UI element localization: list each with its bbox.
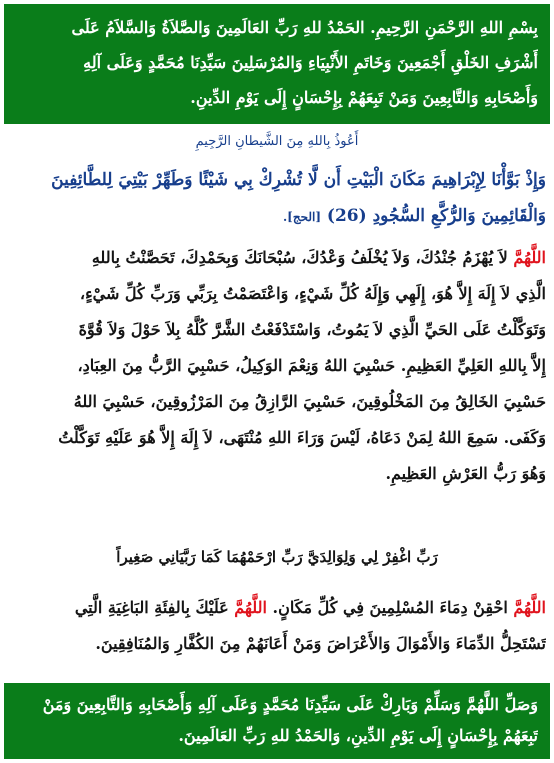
- verse-line-2: [8, 198, 546, 235]
- main-supplication: [8, 240, 546, 492]
- dua-line-4: إِلاَّ بِاللهِ العَلِيِّ العَظِيمِ. حَسْبِيَ اللهُ وَنِعْمَ الوَكِيلُ، حَسْبِيَ الرَّبُّ مِنَ العِبَادِ،: [77, 356, 546, 375]
- dua-line-2: الَّذِي لاَ إِلَهَ إِلاَّ هُوَ، إِلَهِي وَإِلَهُ كُلِّ شَيْءٍ، وَاعْتَصَمْتُ بِرَبِّي وَرَبِّ كُلِّ شَيْءٍ،: [79, 284, 546, 303]
- allahumma-word: اللَّهُمَّ: [513, 248, 546, 267]
- verse-line-2-text: وَالْقَائِمِينَ وَالرُّكَّعِ السُّجُودِ: [372, 206, 546, 226]
- dua2-line-2: تَسْتَحِلُّ الدِّمَاءَ وَالأَمْوَالَ وَالأَعْرَاضَ وَمَنْ أَعَانَهُمْ مِنَ الكُفَّارِ وَالمُنَافِقِينَ.: [95, 634, 546, 653]
- istiadha-line: أَعُوذُ بِاللهِ مِنَ الشَّيطانِ الرَّجِيمِ: [195, 134, 359, 149]
- dua-line-5: حَسْبِيَ الخَالِقُ مِنَ المَخْلُوقِينَ، حَسْبِيَ الرَّازِقُ مِنَ المَرْزُوقِينَ، حَسْبِيَ اللهُ: [73, 392, 546, 411]
- dua-line-7: وَهُوَ رَبُّ العَرْشِ العَظِيمِ.: [385, 464, 546, 483]
- dua-line-3: وَتَوَكَّلْتُ عَلَى الحَيِّ الَّذِي لاَ يَمُوتُ، وَاسْتَدْفَعْتُ الشَّرَّ كُلَّهُ بِلاَ حَوْلَ وَلاَ قُوَّةَ: [78, 320, 546, 339]
- closing-line-2: تَبِعَهُمْ بِإِحْسَانٍ إِلَى يَوْمِ الدِّينِ، وَالحَمْدُ للهِ رَبِّ العَالَمِينَ.: [178, 726, 538, 745]
- opening-line-2: أَشْرَفِ الخَلْقِ أَجْمَعِينَ وَخَاتَمِ الأَنْبِيَاءِ وَالمُرْسَلِينَ سَيِّدِنَا مُحَمَّدٍ وَعَلَى آلِهِ: [83, 53, 538, 72]
- dua-line-1: [8, 240, 546, 276]
- parents-supplication: رَبِّ اغْفِرْ لِي وَلِوَالِدَيَّ رَبِّ ارْحَمْهُمَا كَمَا رَبَّيَانِي صَغِيراً: [116, 548, 438, 566]
- closing-salawat-box: [4, 683, 550, 759]
- opening-line-3: وَأَصْحَابِهِ وَالتَّابِعِينَ وَمَنْ تَبِعَهُمْ بِإِحْسَانٍ إِلَى يَوْمِ الدِّينِ.: [190, 88, 538, 107]
- closing-line-1: وَصَلِّ اللَّهُمَّ وَسَلِّمْ وَبَارِكْ عَلَى سَيِّدِنَا مُحَمَّدٍ وَعَلَى آلِهِ وَأَصْحَابِهِ وَالتَّابِعِينَ وَمَنْ: [42, 695, 538, 714]
- quran-verse: [8, 162, 546, 235]
- dua2-part-1: احْقِنْ دِمَاءَ المُسْلِمِينَ فِي كُلِّ مَكَانٍ.: [272, 598, 508, 617]
- verse-line-1: وَإِذْ بَوَّأْنَا لِإِبْرَاهِيمَ مَكَانَ الْبَيْتِ أَن لَّا تُشْرِكْ بِي شَيْئًا وَطَهِّرْ بَيْتِيَ لِلطَّائِفِينَ: [51, 170, 546, 190]
- opening-line-1: بِسْمِ اللهِ الرَّحْمَنِ الرَّحِيمِ. الحَمْدُ للهِ رَبِّ العَالَمِينَ وَالصَّلاَةُ وَالسَّلاَمُ عَلَى: [71, 18, 538, 37]
- dua-line-1-text: لاَ يُهْزَمُ جُنْدُكَ، وَلاَ يُخْلَفُ وَعْدُكَ، سُبْحَانَكَ وَبِحَمْدِكَ، تَحَصَّنْتُ بِاللهِ: [91, 248, 508, 267]
- opening-praise-box: [4, 4, 550, 124]
- dua2-part-2: عَلَيْكَ بِالفِئَةِ البَاغِيَةِ الَّتِي: [74, 598, 229, 617]
- allahumma-word: اللَّهُمَّ: [513, 598, 546, 617]
- dua-line-6: وَكَفَى. سَمِعَ اللهُ لِمَنْ دَعَاهُ، لَيْسَ وَرَاءَ اللهِ مُنْتَهَى، لاَ إِلَهَ إِلاَّ هُوَ عَلَيْهِ تَوَكَّلْتُ: [58, 428, 546, 447]
- muslims-supplication: [8, 590, 546, 662]
- dua2-line-1: [8, 590, 546, 626]
- allahumma-word: اللَّهُمَّ: [234, 598, 267, 617]
- verse-number: (26): [326, 206, 367, 226]
- surah-reference: [الحج].: [282, 210, 321, 224]
